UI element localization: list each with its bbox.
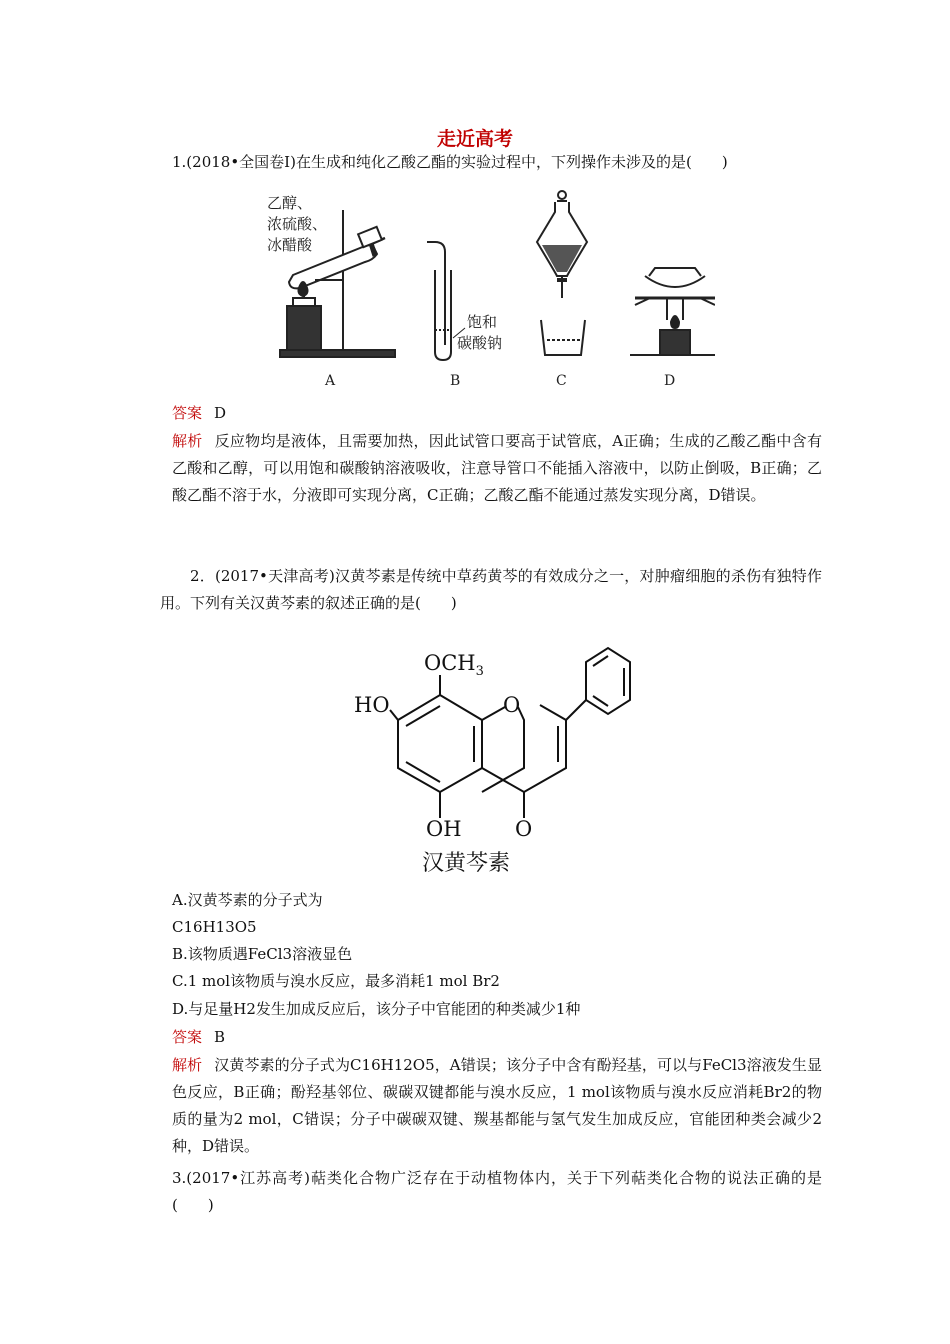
- q2-analysis-tag: 解析: [172, 1056, 203, 1074]
- structure-caption: 汉黄芩素: [422, 851, 511, 876]
- q2-option-d: D.与足量H2发生加成反应后，该分子中官能团的种类减少1种: [172, 1000, 581, 1018]
- och3-label: $OCH_3$: [424, 651, 484, 679]
- q1-analysis-text: 反应物均是液体，且需要加热，因此试管口要高于试管底，A正确；生成的乙酸乙酯中含有乙酸和乙醇，可以用饱和碳酸钠溶液吸收，注意导管口不能插入溶液中，以防止倒吸，B正确；乙酸乙酯不溶于水，分液即可实现分离，C正确；乙酸乙酯不能通过蒸发实现分离，D错误。: [172, 432, 822, 504]
- q1-answer-line: [172, 400, 226, 426]
- q2-answer: B: [214, 1028, 226, 1046]
- q2-answer-tag: 答案: [172, 1028, 203, 1046]
- q2-stem: 2．(2017•天津高考)汉黄芩素是传统中草药黄芩的有效成分之一，对肿瘤细胞的杀伤有独特作用。下列有关汉黄芩素的叙述正确的是( ): [160, 567, 822, 612]
- apparatus-a-label-1: 乙醇、: [267, 194, 313, 212]
- q1-analysis-tag: 解析: [172, 432, 203, 450]
- ho-label: HO: [354, 693, 390, 717]
- q1-stem: 1.(2018•全国卷Ⅰ)在生成和纯化乙酸乙酯的实验过程中，下列操作未涉及的是( ): [172, 153, 728, 171]
- q3-stem: 3.(2017•江苏高考)萜类化合物广泛存在于动植物体内，关于下列萜类化合物的说法正确的是( ): [172, 1169, 822, 1214]
- q1-answer-tag: 答案: [172, 404, 203, 422]
- q2-answer-line: [172, 1024, 225, 1050]
- apparatus-letter-b: B: [450, 373, 461, 389]
- q2-analysis: [172, 1052, 822, 1160]
- apparatus-letter-a: A: [325, 373, 336, 389]
- apparatus-b-label-1: 饱和: [467, 313, 498, 331]
- apparatus-d: [630, 268, 715, 355]
- ring-o-label: O: [503, 693, 521, 717]
- apparatus-a-label-3: 冰醋酸: [267, 236, 313, 254]
- apparatus-letter-c: C: [556, 373, 567, 389]
- q1-answer: D: [214, 404, 227, 422]
- apparatus-b-label-2: 碳酸钠: [457, 334, 503, 352]
- q2-analysis-text: 汉黄芩素的分子式为C16H12O5，A错误；该分子中含有酚羟基，可以与FeCl3溶液发生显色反应，B正确；酚羟基邻位、碳碳双键都能与溴水反应，1 mol该物质与溴水反应消耗Br2的物质的量为2 mol，C错误；分子中碳碳双键、羰基都能与氢气发生加成反应，官能团种类会减少2种，D错误。: [172, 1056, 822, 1155]
- q2-option-a-line-2: C16H13O5: [172, 918, 257, 936]
- apparatus-a-label-2: 浓硫酸、: [267, 215, 328, 233]
- keto-o-label: O: [515, 817, 533, 841]
- q2-option-b: B.该物质遇FeCl3溶液显色: [172, 945, 353, 963]
- q1-analysis: [172, 428, 822, 509]
- q2-structure-figure: [350, 640, 640, 880]
- q2-option-a-line-1: A.汉黄芩素的分子式为: [172, 891, 323, 909]
- apparatus-c: [537, 191, 587, 355]
- q1-apparatus-figure: [255, 180, 715, 390]
- page-title: 走近高考: [436, 128, 513, 150]
- q2-option-c: C.1 mol该物质与溴水反应，最多消耗1 mol Br2: [172, 972, 500, 990]
- apparatus-letter-d: D: [664, 373, 676, 389]
- oh-label: OH: [426, 817, 462, 841]
